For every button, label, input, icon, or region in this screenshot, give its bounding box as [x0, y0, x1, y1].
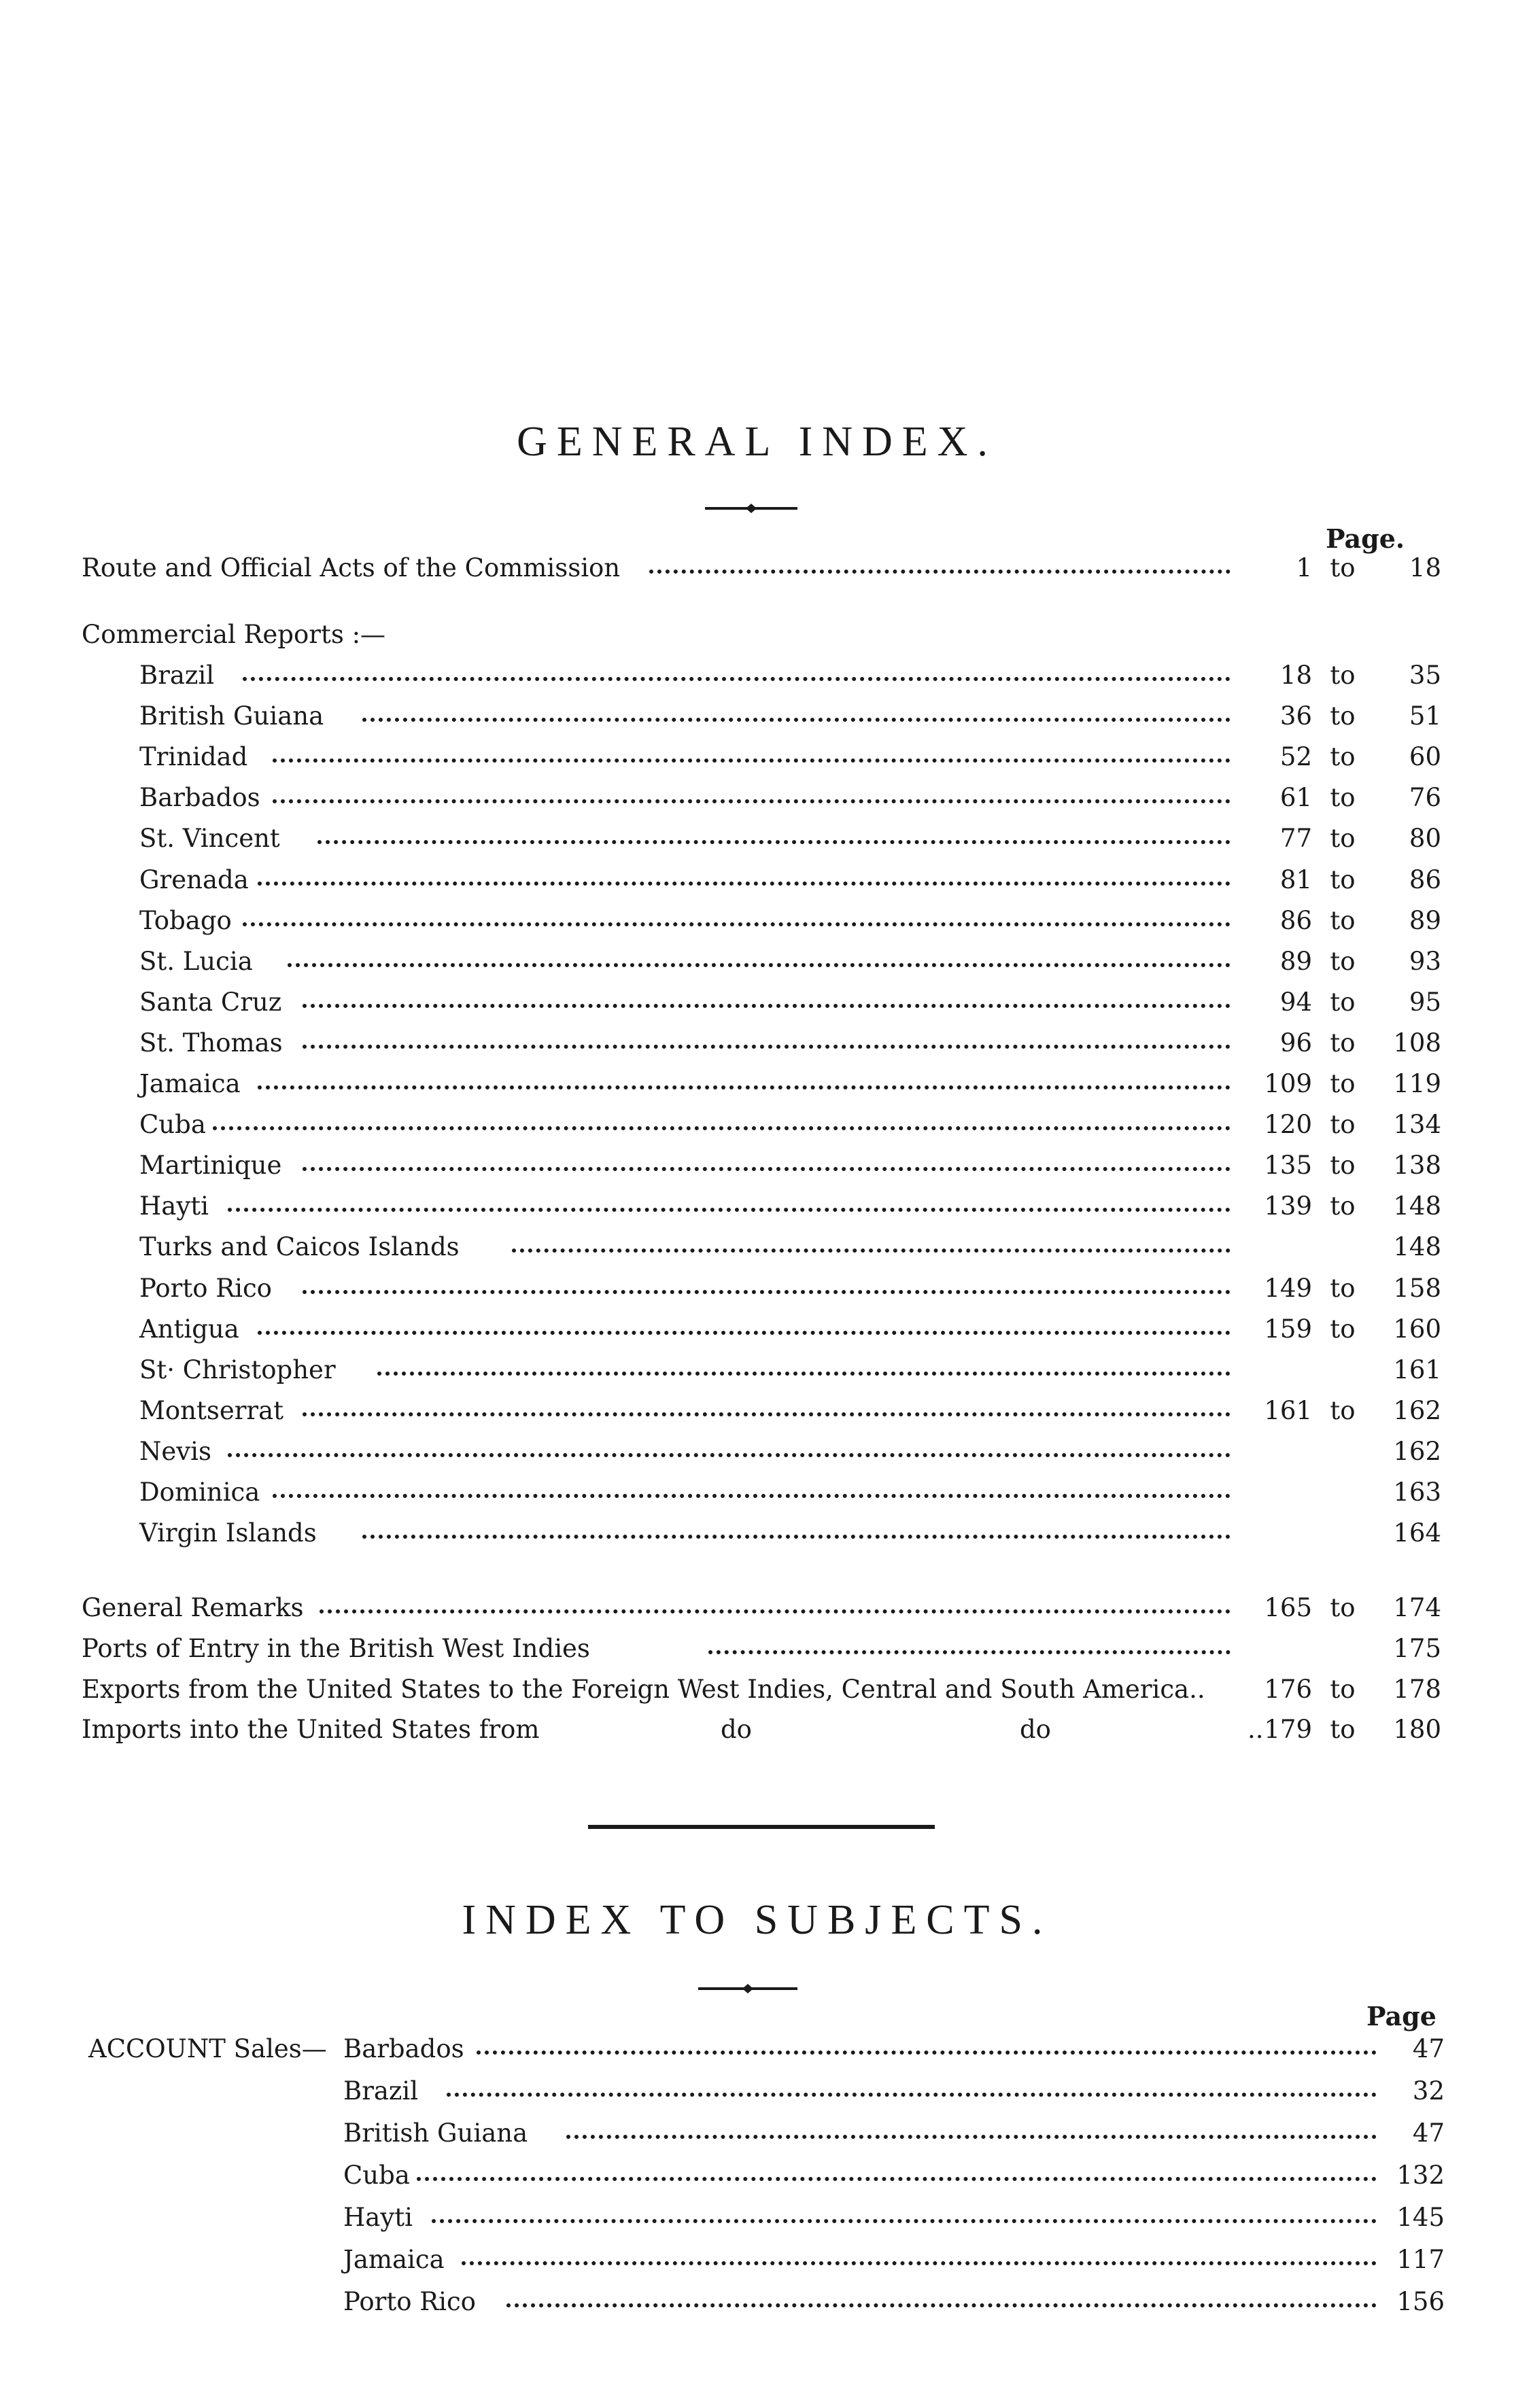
- page-range: 139 to 148: [1264, 1191, 1441, 1221]
- entry-label: Barbados: [139, 783, 260, 813]
- page-range: 162: [1393, 1436, 1441, 1466]
- commercial-entry: [139, 696, 1441, 737]
- commercial-entry: [139, 941, 1441, 982]
- dot-leader: [273, 758, 1231, 763]
- dot-leader: [362, 718, 1231, 722]
- subject-entry: [343, 2029, 1445, 2070]
- page-range: 18 to 35: [1279, 661, 1441, 690]
- imports-entry: Imports into the United States from do do .. 179 to 180: [82, 1709, 1441, 1750]
- page-range: 109 to 119: [1264, 1069, 1441, 1098]
- commercial-entry: [139, 737, 1441, 778]
- page-number: 156: [1396, 2287, 1445, 2316]
- entry-label: Grenada: [139, 865, 249, 894]
- page-range: 165 to 174: [1264, 1593, 1441, 1622]
- page-number: 132: [1396, 2161, 1445, 2190]
- dot-leader: [566, 2135, 1377, 2139]
- entry-label: Trinidad: [139, 742, 248, 772]
- account-sales-label: ACCOUNT Sales—: [88, 2034, 327, 2063]
- commercial-entry: [139, 1513, 1441, 1554]
- entry-label: Brazil: [139, 661, 215, 690]
- entry-label: Nevis: [139, 1436, 211, 1466]
- page-range: 89 to 93: [1279, 946, 1441, 976]
- subject-entry: [343, 2113, 1445, 2154]
- commercial-entry: [139, 1064, 1441, 1104]
- entry-label: Brazil: [343, 2076, 419, 2106]
- dot-leader: [213, 1126, 1231, 1130]
- entry-label: Barbados: [343, 2034, 464, 2063]
- page-column-header: Page: [1366, 2001, 1436, 2031]
- dot-leader: [228, 1453, 1231, 1457]
- subjects-index-title: INDEX TO SUBJECTS.: [462, 1897, 1052, 1943]
- entry-label: St. Thomas: [139, 1028, 283, 1058]
- dot-leader: [432, 2219, 1377, 2223]
- remarks-entry: [82, 1588, 1441, 1628]
- page-number: 47: [1412, 2118, 1445, 2148]
- subject-entry: [343, 2197, 1445, 2238]
- page-range: 176 to 178: [1264, 1675, 1441, 1704]
- dot-leader: [243, 677, 1231, 681]
- dot-leader: [377, 1372, 1231, 1376]
- entry-label: Cuba: [343, 2161, 410, 2190]
- entry-label: Montserrat: [139, 1395, 284, 1425]
- commercial-entry: [139, 818, 1441, 859]
- remarks-entry: [82, 1669, 1441, 1710]
- page-range: 96 to 108: [1279, 1028, 1441, 1058]
- entry-label: Jamaica: [343, 2245, 445, 2274]
- commercial-entry: [139, 1145, 1441, 1186]
- dot-leader: [303, 1167, 1231, 1171]
- entry-label: Cuba: [139, 1110, 206, 1140]
- entry-label: Tobago: [139, 905, 232, 935]
- commercial-entry: [139, 1104, 1441, 1145]
- entry-label: Hayti: [343, 2203, 413, 2232]
- page-range: 1 to 18: [1296, 553, 1441, 582]
- entry-label: Porto Rico: [139, 1273, 272, 1303]
- page-range: 94 to 95: [1279, 987, 1441, 1017]
- dot-leader: [477, 2051, 1377, 2055]
- entry-label: British Guiana: [139, 701, 324, 731]
- commercial-entry: [139, 860, 1441, 901]
- page-number: 117: [1396, 2245, 1445, 2274]
- entry-label: Ports of Entry in the British West Indies: [82, 1634, 590, 1663]
- dot-leader: [303, 1045, 1231, 1049]
- page-range: 135 to 138: [1264, 1151, 1441, 1181]
- dot-leader: [462, 2261, 1377, 2265]
- ditto-mark: do: [1020, 1715, 1051, 1744]
- page-range: 77 to 80: [1279, 824, 1441, 854]
- page-range: 86 to 89: [1279, 905, 1441, 935]
- entry-label: St. Lucia: [139, 946, 253, 976]
- entry-label: Antigua: [139, 1314, 239, 1344]
- page-range: 163: [1393, 1478, 1441, 1507]
- entry-label: Jamaica: [139, 1069, 241, 1098]
- entry-label: Santa Cruz: [139, 987, 282, 1017]
- page-range: 120 to 134: [1264, 1110, 1441, 1140]
- page-range: 81 to 86: [1279, 865, 1441, 894]
- commercial-entry: [139, 778, 1441, 818]
- dot-leader: [258, 1085, 1231, 1089]
- commercial-heading: Commercial Reports :—: [82, 620, 386, 649]
- commercial-entry: [139, 982, 1441, 1023]
- dot-leader: [447, 2093, 1377, 2097]
- dot-leader: [317, 840, 1231, 844]
- page-range: 52 to 60: [1279, 742, 1441, 772]
- subject-entry: [343, 2071, 1445, 2112]
- dot-leader: [320, 1609, 1231, 1613]
- dot-leader: [288, 963, 1231, 967]
- entry-label: Porto Rico: [343, 2287, 476, 2316]
- commercial-entry: [139, 655, 1441, 696]
- page-range: 161: [1393, 1355, 1441, 1384]
- dot-leader: [228, 1208, 1231, 1212]
- entry-label: Dominica: [139, 1478, 260, 1507]
- general-index-title: GENERAL INDEX.: [517, 419, 997, 465]
- page-range: 148: [1393, 1232, 1441, 1262]
- dot-leader: [258, 882, 1231, 886]
- dot-leader: [243, 922, 1231, 926]
- page-number: 47: [1412, 2034, 1445, 2063]
- page-range: 36 to 51: [1279, 701, 1441, 731]
- commercial-entry: [139, 1309, 1441, 1350]
- dot-leader: [362, 1535, 1231, 1539]
- page-range: 179 to 180: [1264, 1715, 1441, 1744]
- ornament-divider-icon: [704, 502, 799, 515]
- entry-label: St. Vincent: [139, 824, 280, 854]
- page-range: 161 to 162: [1264, 1395, 1441, 1425]
- commercial-entry: [139, 1472, 1441, 1513]
- subject-entry: [343, 2239, 1445, 2280]
- entry-label: Hayti: [139, 1191, 209, 1221]
- commercial-entry: [139, 1023, 1441, 1064]
- commercial-entry: [139, 1350, 1441, 1391]
- entry-label: Virgin Islands: [139, 1518, 317, 1548]
- commercial-entry: [139, 1431, 1441, 1472]
- page-range: 61 to 76: [1279, 783, 1441, 813]
- commercial-entry: [139, 1227, 1441, 1268]
- subject-entry: [343, 2155, 1445, 2196]
- entry-label: British Guiana: [343, 2118, 528, 2148]
- commercial-entry: [139, 1391, 1441, 1431]
- ditto-mark: do: [721, 1715, 752, 1744]
- section-divider: [588, 1825, 935, 1829]
- remarks-entry: [82, 1628, 1441, 1669]
- dot-leader: [417, 2177, 1377, 2181]
- dot-leader: [303, 1004, 1231, 1008]
- route-entry: [82, 548, 1441, 589]
- entry-label: Exports from the United States to the Foreign West Indies, Central and South America..: [82, 1675, 1205, 1704]
- page-range: 149 to 158: [1264, 1273, 1441, 1303]
- dot-leader: [273, 1494, 1231, 1498]
- commercial-entry: [139, 1186, 1441, 1227]
- page-number: 32: [1412, 2076, 1445, 2106]
- dot-leader: [303, 1290, 1231, 1294]
- commercial-entry: [139, 901, 1441, 941]
- entry-label: Turks and Caicos Islands: [139, 1232, 460, 1262]
- page-number: 145: [1396, 2203, 1445, 2232]
- ornament-divider-icon: [697, 1982, 799, 1995]
- commercial-entry: [139, 1268, 1441, 1309]
- dot-leader: [708, 1650, 1231, 1654]
- dot-leader: [649, 570, 1231, 574]
- ditto-dots: ..: [1248, 1715, 1264, 1744]
- dot-leader: [506, 2303, 1377, 2307]
- dot-leader: [303, 1412, 1231, 1416]
- dot-leader: [512, 1249, 1231, 1253]
- entry-label: Martinique: [139, 1151, 282, 1181]
- page-range: 175: [1393, 1634, 1441, 1663]
- entry-label: General Remarks: [82, 1593, 304, 1622]
- page-column-header: Page.: [1326, 523, 1405, 554]
- page-range: 164: [1393, 1518, 1441, 1548]
- subject-entry: [343, 2282, 1445, 2322]
- entry-label: St· Christopher: [139, 1355, 336, 1384]
- dot-leader: [258, 1331, 1231, 1335]
- dot-leader: [273, 799, 1231, 803]
- entry-label: Route and Official Acts of the Commission: [82, 553, 621, 582]
- page-range: 159 to 160: [1264, 1314, 1441, 1344]
